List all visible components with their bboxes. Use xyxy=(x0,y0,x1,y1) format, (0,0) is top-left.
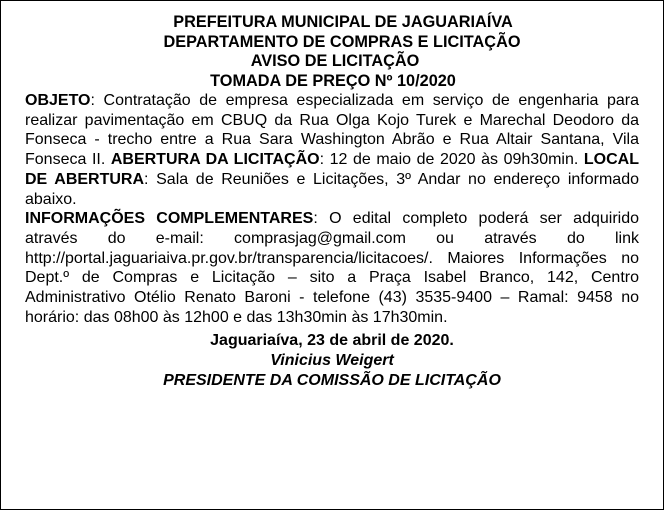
signer-name: Vinicius Weigert xyxy=(270,352,394,370)
notice-footer xyxy=(25,331,639,391)
object-text: : Contratação de empresa especializada em serviço de engenharia para realizar pavimentação em CBUQ da Rua Olga Kojo Turek e Marechal Deodoro da Fonseca - trecho entre a Rua Sara Washington Abrão e Rua Altair Santana, Vila Fonseca II. xyxy=(25,92,639,169)
notice-title: AVISO DE LICITAÇÃO xyxy=(250,52,420,70)
location-label: LOCAL DE ABERTURA xyxy=(25,151,639,188)
location-text: : Sala de Reuniões e Licitações, 3º Andar no endereço informado abaixo. xyxy=(25,170,639,208)
notice-header xyxy=(25,13,639,91)
bid-number: TOMADA DE PREÇO Nº 10/2020 xyxy=(210,71,456,90)
info-text: : O edital completo poderá ser adquirido através do e-mail: comprasjag@gmail.com ou através do link http://portal.jaguariaiva.pr.gov.br/transparencia/licitacoes/. Maiores Informações no Dept.º de Compras e Licitação – sito a Praça Isabel Branco, 142, Centro Administrativo Otélio Renato Baroni - telefone (43) 3535-9400 – Ramal: 9458 no horário: das 08h00 às 12h00 e das 13h30min às 17h30min. xyxy=(25,210,639,326)
opening-label: ABERTURA DA LICITAÇÃO xyxy=(110,151,320,169)
signer-role: PRESIDENTE DA COMISSÃO DE LICITAÇÃO xyxy=(163,372,501,390)
object-label: OBJETO xyxy=(25,92,91,109)
municipality-title: PREFEITURA MUNICIPAL DE JAGUARIAÍVA xyxy=(173,13,513,31)
object-paragraph xyxy=(25,91,639,209)
opening-text: : 12 de maio de 2020 às 09h30min. xyxy=(319,151,584,169)
notice-date: Jaguariaíva, 23 de abril de 2020. xyxy=(210,332,454,350)
info-paragraph xyxy=(25,209,639,327)
department-title: DEPARTAMENTO DE COMPRAS E LICITAÇÃO xyxy=(163,32,521,51)
info-label: INFORMAÇÕES COMPLEMENTARES xyxy=(25,210,314,228)
